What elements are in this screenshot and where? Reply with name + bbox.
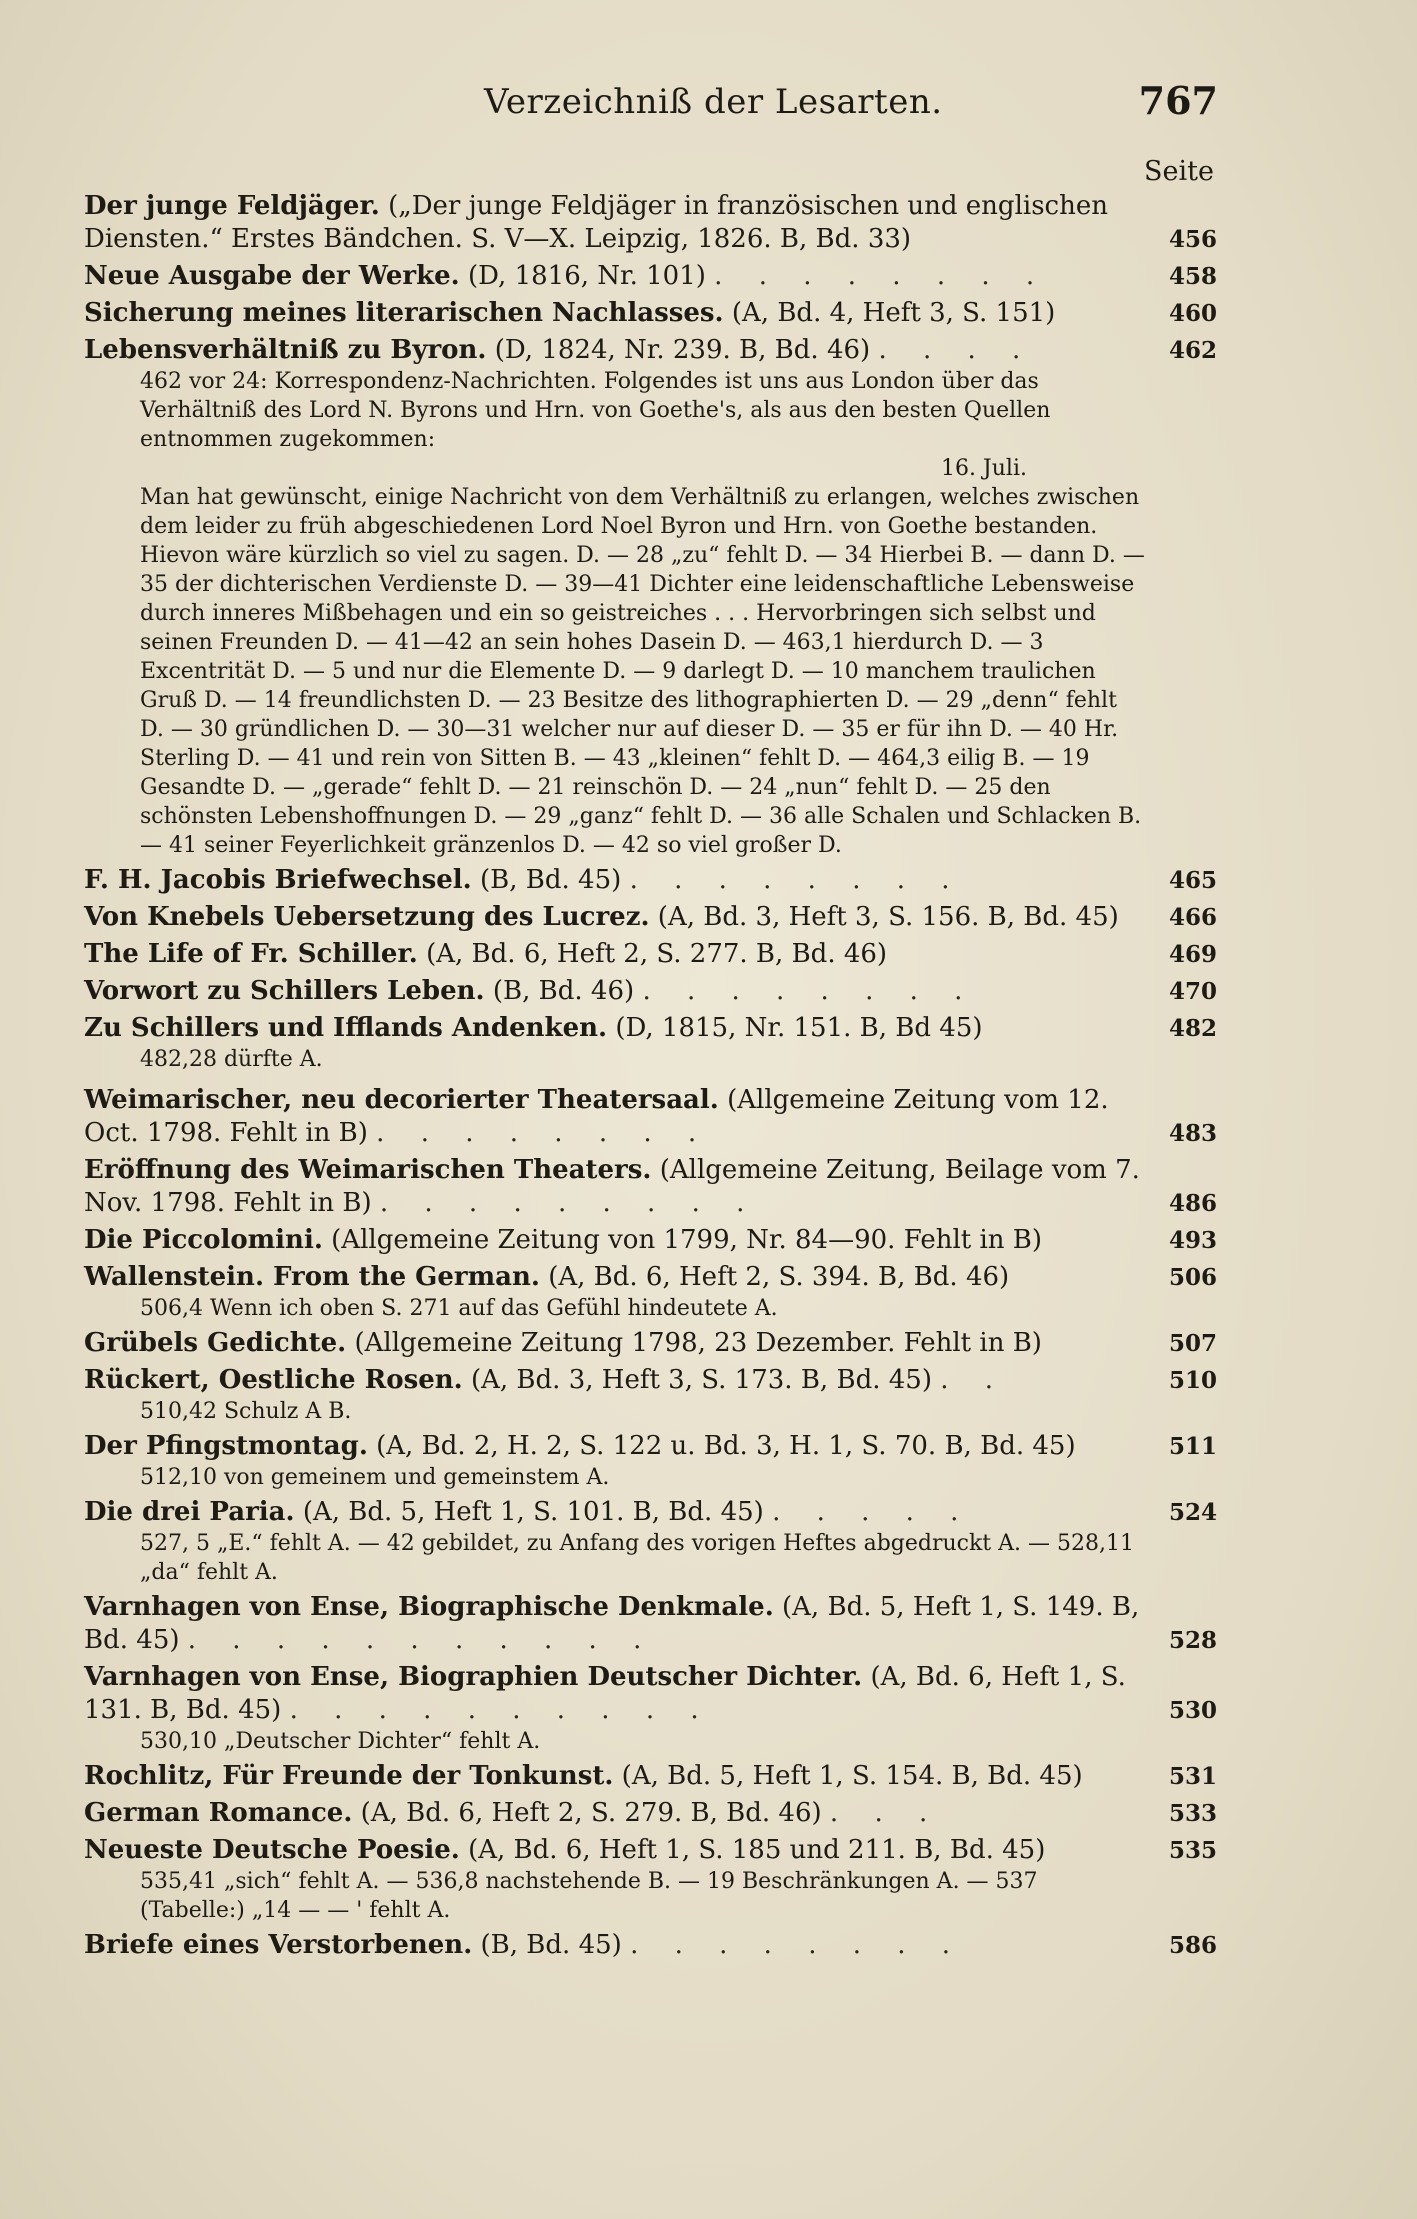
- list-item: [84, 1261, 1217, 1323]
- entry-page: 506: [1168, 1264, 1217, 1291]
- entry-page: 510: [1168, 1367, 1217, 1394]
- entry-page: 535: [1168, 1837, 1217, 1864]
- entry-title: Eröffnung des Weimarischen Theaters.: [84, 1155, 652, 1185]
- leader-dots: . . . . . . . .: [376, 1118, 711, 1148]
- leader-dots: . . . . . . . . . .: [289, 1695, 713, 1725]
- entry-source: (A, Bd. 6, Heft 2, S. 394. B, Bd. 46): [548, 1262, 1010, 1292]
- variant-readings-list: [84, 190, 1217, 1966]
- entry-page: 466: [1168, 904, 1217, 931]
- entry-source: (A, Bd. 5, Heft 1, S. 101. B, Bd. 45): [302, 1497, 764, 1527]
- entry-title: German Romance.: [84, 1798, 353, 1828]
- entry-page: 465: [1168, 867, 1217, 894]
- entry-title: Rückert, Oestliche Rosen.: [84, 1365, 463, 1395]
- list-item: [84, 1760, 1217, 1793]
- page-header: [0, 78, 1417, 132]
- entry-page: 507: [1168, 1330, 1217, 1357]
- entry-source: (D, 1816, Nr. 101): [467, 261, 706, 291]
- note-text: 535,41 „sich“ fehlt A. — 536,8 nachstehende B. — 19 Beschränkungen A. — 537 (Tabelle:) „14 — — ' fehlt A.: [140, 1869, 1038, 1923]
- list-item: [84, 1327, 1217, 1360]
- list-item: [84, 1834, 1217, 1925]
- note-text: 512,10 von gemeinem und gemeinstem A.: [140, 1465, 610, 1490]
- entry-source: (A, Bd. 2, H. 2, S. 122 u. Bd. 3, H. 1, S. 70. B, Bd. 45): [376, 1431, 1076, 1461]
- entry-page: 460: [1168, 300, 1217, 327]
- list-item: [84, 1797, 1217, 1830]
- entry-source: (Allgemeine Zeitung, Beilage vom 7. Nov. 1798. Fehlt in B): [84, 1155, 1140, 1218]
- entry-source: (B, Bd. 45): [480, 865, 622, 895]
- leader-dots: . . . . . . . . . . .: [187, 1625, 656, 1655]
- entry-title: Vorwort zu Schillers Leben.: [84, 976, 485, 1006]
- leader-dots: . . . . . . . .: [630, 1930, 965, 1960]
- entry-title: Neueste Deutsche Poesie.: [84, 1835, 460, 1865]
- entry-title: Die Piccolomini.: [84, 1225, 323, 1255]
- leader-dots: . . . . . . . .: [629, 865, 964, 895]
- page-column-label: Seite: [1144, 156, 1214, 187]
- list-item: [84, 975, 1217, 1008]
- entry-page: 486: [1168, 1190, 1217, 1217]
- entry-page: 458: [1168, 263, 1217, 290]
- running-title: Verzeichniß der Lesarten.: [484, 82, 943, 122]
- entry-source: (Allgemeine Zeitung vom 12. Oct. 1798. Fehlt in B): [84, 1085, 1109, 1148]
- entry-title: F. H. Jacobis Briefwechsel.: [84, 865, 472, 895]
- page-number: 767: [1138, 78, 1218, 123]
- note-text: 482,28 dürfte A.: [140, 1047, 323, 1072]
- entry-page: 524: [1168, 1499, 1217, 1526]
- entry-title: Lebensverhältniß zu Byron.: [84, 335, 487, 365]
- list-item: [84, 1364, 1217, 1426]
- entry-title: Der Pfingstmontag.: [84, 1431, 368, 1461]
- list-item: [84, 190, 1217, 256]
- entry-source: (D, 1815, Nr. 151. B, Bd 45): [615, 1013, 983, 1043]
- entry-note: [84, 367, 1217, 860]
- entry-page: 469: [1168, 941, 1217, 968]
- entry-source: (A, Bd. 3, Heft 3, S. 156. B, Bd. 45): [657, 902, 1119, 932]
- entry-source: (A, Bd. 6, Heft 1, S. 131. B, Bd. 45): [84, 1662, 1126, 1725]
- entry-title: Varnhagen von Ense, Biographische Denkmale.: [84, 1592, 774, 1622]
- entry-page: 530: [1168, 1697, 1217, 1724]
- list-item: [84, 1224, 1217, 1257]
- leader-dots: . . . . . . . .: [642, 976, 977, 1006]
- entry-page: 511: [1168, 1433, 1217, 1460]
- list-item: [84, 1661, 1217, 1756]
- entry-source: (A, Bd. 6, Heft 1, S. 185 und 211. B, Bd. 45): [468, 1835, 1046, 1865]
- leader-dots: . .: [940, 1365, 1008, 1395]
- entry-title: Varnhagen von Ense, Biographien Deutscher Dichter.: [84, 1662, 863, 1692]
- entry-page: 586: [1168, 1932, 1217, 1959]
- entry-source: (D, 1824, Nr. 239. B, Bd. 46): [494, 335, 871, 365]
- list-item: [84, 260, 1217, 293]
- list-item: [84, 297, 1217, 330]
- entry-page: 456: [1168, 226, 1217, 253]
- entry-source: (A, Bd. 4, Heft 3, S. 151): [731, 298, 1056, 328]
- entry-title: Neue Ausgabe der Werke.: [84, 261, 460, 291]
- leader-dots: . . .: [829, 1798, 942, 1828]
- note-text: 530,10 „Deutscher Dichter“ fehlt A.: [140, 1729, 541, 1754]
- entry-note: [84, 1294, 1217, 1323]
- note-text: 527, 5 „E.“ fehlt A. — 42 gebildet, zu Anfang des vorigen Heftes abgedruckt A. — 528,11 „da“ fehlt A.: [140, 1531, 1134, 1585]
- entry-page: 528: [1168, 1627, 1217, 1654]
- entry-page: 531: [1168, 1763, 1217, 1790]
- entry-note: [84, 1867, 1217, 1925]
- leader-dots: . . . . .: [772, 1497, 973, 1527]
- note-text: 462 vor 24: Korrespondenz-Nachrichten. Folgendes ist uns aus London über das Verhältniß des Lord N. Byrons und Hrn. von Goethe's, als aus den besten Quellen entnommen zugekommen:: [140, 369, 1051, 452]
- entry-source: (B, Bd. 46): [492, 976, 635, 1006]
- entry-title: Weimarischer, neu decorierter Theatersaal.: [84, 1085, 719, 1115]
- entry-title: Sicherung meines literarischen Nachlasses.: [84, 298, 724, 328]
- entry-note: [84, 1397, 1217, 1426]
- entry-title: Wallenstein. From the German.: [84, 1262, 540, 1292]
- entry-page: 482: [1168, 1015, 1217, 1042]
- entry-title: Von Knebels Uebersetzung des Lucrez.: [84, 902, 650, 932]
- entry-source: (B, Bd. 45): [480, 1930, 622, 1960]
- list-item: [84, 1496, 1217, 1587]
- list-item: [84, 1012, 1217, 1074]
- list-item: [84, 334, 1217, 860]
- list-item: [84, 901, 1217, 934]
- entry-note: [84, 1045, 1217, 1074]
- entry-source: (Allgemeine Zeitung von 1799, Nr. 84—90. Fehlt in B): [331, 1225, 1043, 1255]
- leader-dots: . . . . . . . .: [714, 261, 1049, 291]
- entry-source: (A, Bd. 3, Heft 3, S. 173. B, Bd. 45): [470, 1365, 932, 1395]
- note-date: 16. Juli.: [940, 456, 1027, 481]
- list-item: [84, 1591, 1217, 1657]
- entry-source: (A, Bd. 5, Heft 1, S. 154. B, Bd. 45): [621, 1761, 1083, 1791]
- entry-source: (A, Bd. 6, Heft 2, S. 279. B, Bd. 46): [360, 1798, 822, 1828]
- entry-note: [84, 1529, 1217, 1587]
- entry-title: The Life of Fr. Schiller.: [84, 939, 418, 969]
- entry-source: (A, Bd. 6, Heft 2, S. 277. B, Bd. 46): [426, 939, 888, 969]
- list-item: [84, 864, 1217, 897]
- list-item: [84, 1084, 1217, 1150]
- note-text: Man hat gewünscht, einige Nachricht von dem Verhältniß zu erlangen, welches zwischen dem leider zu früh abgeschiedenen Lord Noel Byron und Hrn. von Goethe bestanden. Hievon wäre kürzlich so viel zu sagen. D. — 28 „zu“ fehlt D. — 34 Hierbei B. — dann D. — 35 der dichterischen Verdienste D. — 39—41 Dichter eine leidenschaftliche Lebensweise durch inneres Mißbehagen und ein so geistreiches . . . Hervorbringen sich selbst und seinen Freunden D. — 41—42 an sein hohes Dasein D. — 463,1 hierdurch D. — 3 Excentrität D. — 5 und nur die Elemente D. — 9 darlegt D. — 10 manchem traulichen Gruß D. — 14 freundlichsten D. — 23 Besitze des lithographierten D. — 29 „denn“ fehlt D. — 30 gründlichen D. — 30—31 welcher nur auf dieser D. — 35 er für ihn D. — 40 Hr. Sterling D. — 41 und rein von Sitten B. — 43 „kleinen“ fehlt D. — 464,3 eilig B. — 19 Gesandte D. — „gerade“ fehlt D. — 21 reinschön D. — 24 „nun“ fehlt D. — 25 den schönsten Lebenshoffnungen D. — 29 „ganz“ fehlt D. — 36 alle Schalen und Schlacken B. — 41 seiner Feyerlichkeit gränzenlos D. — 42 so viel großer D.: [140, 485, 1145, 858]
- note-text: 506,4 Wenn ich oben S. 271 auf das Gefühl hindeutete A.: [140, 1296, 778, 1321]
- entry-title: Rochlitz, Für Freunde der Tonkunst.: [84, 1761, 614, 1791]
- note-text: 510,42 Schulz A B.: [140, 1399, 352, 1424]
- entry-note: [84, 1727, 1217, 1756]
- entry-page: 462: [1168, 337, 1217, 364]
- entry-source: („Der junge Feldjäger in französischen und englischen Diensten.“ Erstes Bändchen. S. V—X. Leipzig, 1826. B, Bd. 33): [84, 191, 1108, 254]
- entry-page: 483: [1168, 1120, 1217, 1147]
- entry-note: [84, 1463, 1217, 1492]
- list-item: [84, 1430, 1217, 1492]
- entry-page: 470: [1168, 978, 1217, 1005]
- entry-title: Der junge Feldjäger.: [84, 191, 380, 221]
- list-item: [84, 1929, 1217, 1962]
- entry-page: 533: [1168, 1800, 1217, 1827]
- entry-source: (Allgemeine Zeitung 1798, 23 Dezember. Fehlt in B): [354, 1328, 1042, 1358]
- entry-page: 493: [1168, 1227, 1217, 1254]
- list-item: [84, 938, 1217, 971]
- list-item: [84, 1154, 1217, 1220]
- entry-title: Grübels Gedichte.: [84, 1328, 347, 1358]
- leader-dots: . . . .: [878, 335, 1035, 365]
- entry-title: Briefe eines Verstorbenen.: [84, 1930, 473, 1960]
- entry-title: Die drei Paria.: [84, 1497, 295, 1527]
- entry-source: (A, Bd. 5, Heft 1, S. 149. B, Bd. 45): [84, 1592, 1140, 1655]
- leader-dots: . . . . . . . . .: [379, 1188, 759, 1218]
- entry-title: Zu Schillers und Ifflands Andenken.: [84, 1013, 608, 1043]
